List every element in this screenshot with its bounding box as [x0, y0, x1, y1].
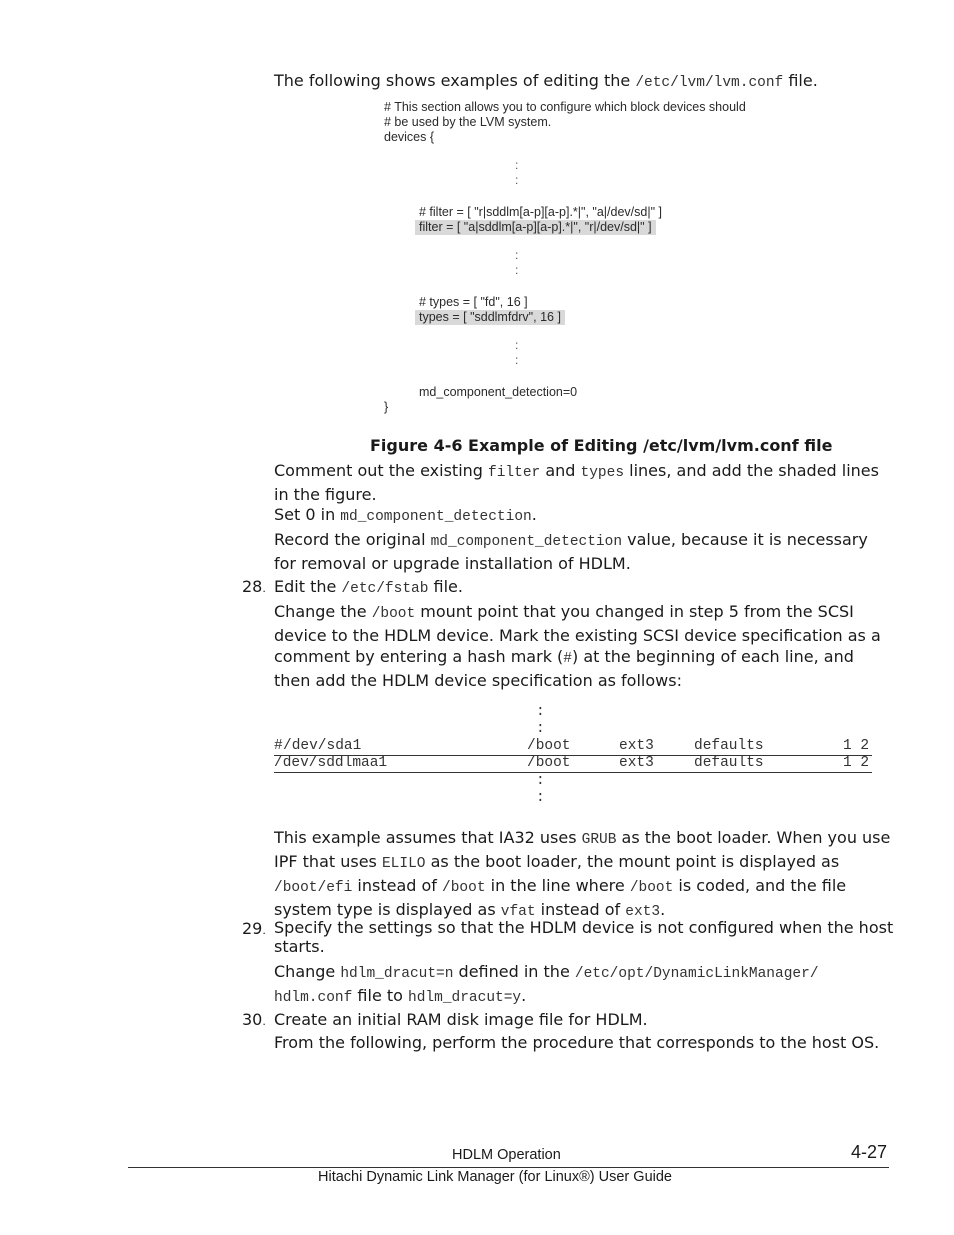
fstab-fstype: ext3 [619, 738, 654, 754]
para-set-zero: Set 0 in md_component_detection. [274, 505, 537, 525]
fstab-colon: : [536, 773, 545, 789]
figure-caption: Figure 4-6 Example of Editing /etc/lvm/lvm.conf file [370, 436, 833, 455]
step29-title: Specify the settings so that the HDLM device is not configured when the host starts. [274, 918, 894, 956]
fstab-colon: : [536, 704, 545, 720]
fstab-row [274, 738, 872, 756]
fstab-mount: /boot [527, 738, 571, 754]
fstab-colon: : [536, 790, 545, 806]
intro-text: The following shows examples of editing the /etc/lvm/lvm.conf file. [274, 71, 818, 91]
figure-filter-comment: # filter = [ "r|sddlm[a-p][a-p].*|", "a|/dev/sd|" ] [419, 205, 662, 219]
figure-comment-line: # be used by the LVM system. [384, 115, 552, 129]
fstab-dump-pass: 1 2 [843, 755, 870, 771]
step28-title: Edit the /etc/fstab file. [274, 577, 463, 597]
fstab-row [274, 755, 872, 773]
step30-title: Create an initial RAM disk image file for HDLM. [274, 1010, 648, 1029]
step29-body: Change hdlm_dracut=n defined in the /etc/opt/DynamicLinkManager/ hdlm.conf file to hdlm_dracut=y. [274, 962, 819, 1006]
footer-section-title: HDLM Operation [452, 1147, 561, 1163]
figure-vdots: : [515, 248, 519, 262]
figure-types-new: types = [ "sddlmfdrv", 16 ] [415, 310, 565, 325]
step-number: 28. [242, 577, 266, 596]
lvm-conf-figure [384, 98, 824, 420]
para-boot-loader: This example assumes that IA32 uses GRUB as the boot loader. When you use IPF that uses ELILO as the boot loader, the mount point is displayed as /boot/efi instead of /boot in the line where /boot is coded, and the file system type is displayed as vfat instead of ext3. [274, 828, 891, 920]
figure-vdots: : [515, 158, 519, 172]
fstab-colon: : [536, 721, 545, 737]
footer-divider [128, 1167, 889, 1168]
fstab-example [274, 704, 874, 808]
figure-md-line: md_component_detection=0 [419, 385, 578, 399]
fstab-mount: /boot [527, 755, 571, 771]
figure-vdots: : [515, 263, 519, 277]
fstab-device: /dev/sddlmaa1 [274, 755, 388, 771]
figure-vdots: : [515, 353, 519, 367]
fstab-options: defaults [694, 738, 764, 754]
footer-page-number: 4-27 [851, 1142, 888, 1162]
para-comment-out: Comment out the existing filter and types lines, and add the shaded lines in the figure. [274, 461, 879, 504]
figure-comment-line: # This section allows you to configure which block devices should [384, 100, 746, 114]
step30-body: From the following, perform the procedure that corresponds to the host OS. [274, 1033, 880, 1052]
figure-types-comment: # types = [ "fd", 16 ] [419, 295, 528, 309]
figure-vdots: : [515, 173, 519, 187]
step-number: 30. [242, 1010, 266, 1029]
figure-close: } [384, 400, 389, 414]
fstab-fstype: ext3 [619, 755, 654, 771]
figure-vdots: : [515, 338, 519, 352]
step-number: 29. [242, 919, 266, 938]
fstab-hash: # [274, 738, 283, 754]
fstab-options: defaults [694, 755, 764, 771]
fstab-device: /dev/sda1 [283, 738, 362, 754]
footer-guide-title: Hitachi Dynamic Link Manager (for Linux®) User Guide [318, 1169, 672, 1185]
para-record-original: Record the original md_component_detection value, because it is necessary for removal or upgrade installation of HDLM. [274, 530, 868, 573]
fstab-dump-pass: 1 2 [843, 738, 870, 754]
figure-devices-open: devices { [384, 130, 435, 144]
figure-filter-new: filter = [ "a|sddlm[a-p][a-p].*|", "r|/dev/sd|" ] [415, 220, 656, 235]
step28-body: Change the /boot mount point that you changed in step 5 from the SCSI device to the HDLM device. Mark the existing SCSI device specification as a comment by entering a hash mark (#) at the beginning of each line, and then add the HDLM device specification as follows: [274, 602, 881, 690]
